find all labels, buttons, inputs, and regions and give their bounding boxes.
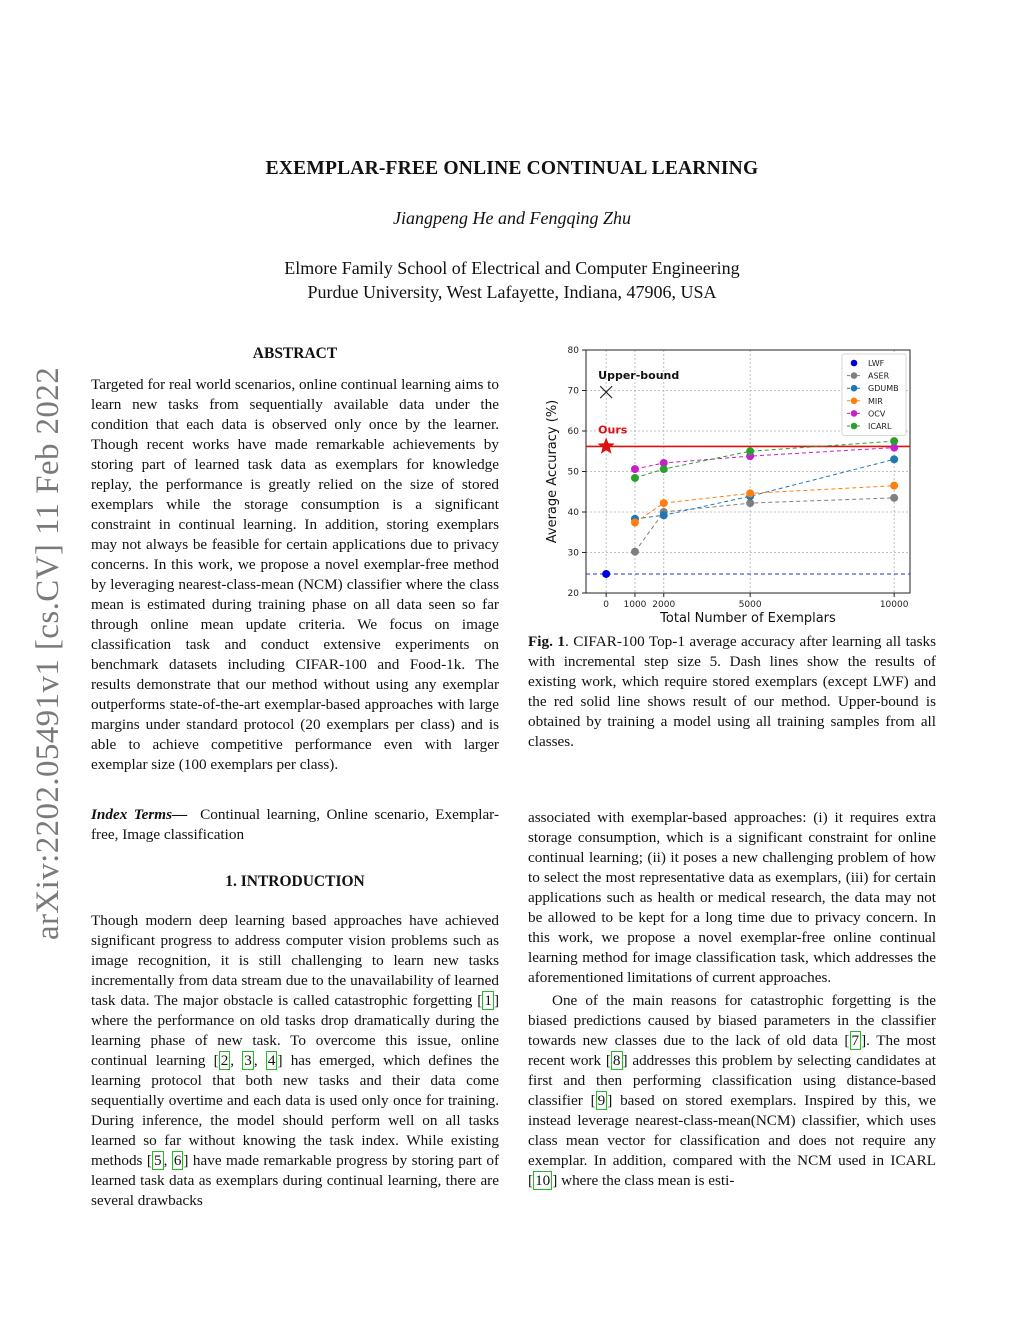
index-terms: [91, 805, 499, 845]
citation-link[interactable]: 6: [173, 1152, 182, 1169]
index-terms-label: Index Terms—: [91, 806, 188, 823]
y-tick-label: 30: [567, 548, 579, 559]
index-terms-text: Continual learning, Online scenario, Exemplar-free, Image classification: [91, 806, 499, 843]
y-tick-label: 60: [567, 427, 579, 437]
citation-link[interactable]: 8: [612, 1052, 621, 1069]
citation-link[interactable]: 9: [597, 1092, 606, 1109]
data-point-aser: [890, 494, 898, 502]
x-tick-label: 1000: [623, 600, 647, 610]
legend-label-gdumb: GDUMB: [868, 384, 899, 394]
x-axis-label: Total Number of Exemplars: [660, 611, 836, 626]
intro-right-text-b: ]. The most recent work [: [528, 1032, 937, 1069]
figure-caption-text: . CIFAR-100 Top-1 average accuracy after learning all tasks with incremental step size 5. Dash lines show the results of existing work, which require stored exemplars (except LWF) and the red solid line shows result of our method. Upper-bound is obtained by training a model using all training samples from all classes.: [528, 633, 936, 750]
introduction-right-column: [528, 808, 936, 1191]
citation-separator: ,: [163, 1152, 172, 1169]
intro-text-d: ] have made remarkable progress by storing part of learned task data as exemplars during continual learning, there are several drawbacks: [91, 1152, 500, 1209]
x-tick-label: 2000: [652, 600, 676, 610]
x-tick-label: 10000: [879, 600, 909, 610]
series-line-gdumb: [635, 459, 894, 519]
legend-label-lwf: LWF: [868, 359, 885, 368]
introduction-paragraph-1: Though modern deep learning based approaches have achieved significant progress to address computer vision problems such as image recognition, it is still challenging to learn new tasks incrementally from data stream due to the unavailability of learned task data. The major obstacle is called catastrophic forgetting [ 1 ] where the performance on old tasks drop dramatically during the learning phase of new task. To overcome this issue, online continual learning [ 2 , 3 , 4 ] has emerged, which defines the learning protocol that both new tasks and their data come sequentially overtime and each data is used only once for training. During inference, the model should perform well on all tasks learned so far without knowing the task index. While existing methods [ 5 , 6 ] have made remarkable progress by storing part of learned task data as exemplars during continual learning, there are several drawbacks: [91, 912, 500, 1209]
accuracy-chart: [540, 340, 935, 630]
x-tick-label: 0: [603, 600, 610, 610]
data-point-mir: [631, 519, 639, 527]
figure-caption: [528, 632, 936, 752]
paper-affiliation: [0, 256, 1024, 304]
figure-label: Fig. 1: [528, 633, 565, 650]
introduction-heading: 1. INTRODUCTION: [225, 873, 365, 890]
intro-right-text-a: One of the main reasons for catastrophic forgetting is the biased predictions caused by biased parameters in the classifier towards new classes due to the lack of old data [: [528, 992, 936, 1049]
data-point-mir: [660, 499, 668, 507]
introduction-paragraph-3: [528, 991, 936, 1191]
paper-title: EXEMPLAR-FREE ONLINE CONTINUAL LEARNING: [265, 158, 759, 179]
intro-text-a: Though modern deep learning based approaches have achieved significant progress to address computer vision problems such as image recognition, it is still challenging to learn new tasks incrementally from data stream due to the unavailability of learned task data. The major obstacle is called catastrophic forgetting: [91, 912, 499, 1009]
data-point-ocv: [631, 465, 639, 473]
paper-authors: Jiangpeng He and Fengqing Zhu: [393, 208, 631, 228]
legend-marker-gdumb: [851, 385, 858, 392]
legend-marker-lwf: [851, 360, 858, 367]
abstract-heading: ABSTRACT: [252, 345, 338, 362]
y-tick-label: 50: [567, 467, 579, 478]
series-line-mir: [635, 486, 894, 523]
legend-marker-ocv: [851, 410, 858, 417]
series-line-aser: [635, 498, 894, 552]
data-point-aser: [746, 499, 754, 507]
data-point-icarl: [890, 437, 898, 445]
y-tick-label: 80: [567, 346, 579, 356]
data-point-mir: [746, 489, 754, 497]
data-point-mir: [890, 482, 898, 490]
intro-text-b: where the performance on old tasks drop dramatically during the learning phase of new task. To overcome this issue, online continual learning [: [91, 1012, 499, 1069]
citation-link[interactable]: 3: [244, 1052, 252, 1069]
arxiv-stamp: arXiv:2202.05491v1 [cs.CV] 11 Feb 2022: [30, 366, 66, 940]
legend-label-aser: ASER: [868, 371, 890, 381]
affiliation-line-1: Elmore Family School of Electrical and Computer Engineering: [284, 258, 740, 278]
x-tick-label: 5000: [738, 600, 762, 610]
intro-right-text-c: ] addresses this problem by selecting candidates at first and then performing classification using distance-based classifier [: [528, 1052, 936, 1109]
data-point-gdumb: [890, 455, 898, 463]
citation-separator: ,: [230, 1052, 243, 1069]
upper-bound-label: Upper-bound: [598, 369, 680, 383]
series-line-ocv: [635, 448, 894, 469]
citation-link[interactable]: 7: [851, 1032, 860, 1049]
abstract-text: Targeted for real world scenarios, online continual learning aims to learn new tasks from sequentially available data under the condition that each data is observed only once by the learner. Though recent works have made remarkable achievements by storing part of learned task data as exemplars for knowledge replay, the performance is greatly relied on the size of stored exemplars while the storage consumption is a significant constraint in continual learning. In addition, storing exemplars may not always be feasible for certain applications due to privacy concerns. In this work, we propose a novel exemplar-free method by leveraging nearest-class-mean (NCM) classifier where the class mean is estimated during training phase on all data seen so far through online mean update criteria. We focus on image classification task and conduct extensive experiments on benchmark datasets including CIFAR-100 and Food-1k. The results demonstrate that our method without using any exemplar outperforms state-of-the-art exemplar-based approaches with large margins under standard protocol (20 exemplars per class) and is able to achieve competitive performance even with larger exemplar size (100 exemplars per class).: [91, 376, 499, 773]
y-axis-label: Average Accuracy (%): [545, 399, 560, 544]
citation-link[interactable]: 10: [535, 1172, 551, 1189]
citation-separator: ,: [253, 1052, 266, 1069]
intro-right-text-d: ] based on stored exemplars. Inspired by this, we instead leverage nearest-class-mean(NCM) classifier, which uses class mean vector for classification and does not require any exemplar. In addition, compared with the NCM used in ICARL [: [528, 1092, 936, 1189]
legend-marker-aser: [851, 372, 858, 379]
citation-link[interactable]: 4: [267, 1052, 276, 1069]
intro-text-c: ] has emerged, which defines the learning protocol that both new tasks and their data come sequentially overtime and each data is used only once for training. During inference, the model should perform well on all tasks learned so far without knowing the task index. While existing methods [: [91, 1052, 499, 1169]
y-tick-label: 20: [567, 589, 579, 599]
legend-label-icarl: ICARL: [868, 422, 892, 431]
intro-right-text-e: ] where the class mean is esti-: [552, 1172, 735, 1189]
citation-link[interactable]: 5: [153, 1152, 162, 1169]
data-point-icarl: [660, 465, 668, 473]
y-tick-label: 70: [567, 386, 579, 397]
data-point-icarl: [631, 474, 639, 482]
ours-label: Ours: [598, 423, 628, 437]
data-point-gdumb: [660, 511, 668, 519]
citation-link[interactable]: 2: [220, 1052, 229, 1069]
data-point-icarl: [746, 447, 754, 455]
introduction-paragraph-2: associated with exemplar-based approaches: (i) it requires extra storage consumption, which is a significant constraint for online continual learning; (ii) it poses a new challenging problem of how to select the most representative data as exemplars, (iii) for certain applications such as health or medical research, the data may not be allowed to be kept for a long time due to privacy concern. In this work, we propose a novel exemplar-free online continual learning method for image classification task, which addresses the aforementioned limitations of current approaches.: [528, 809, 936, 986]
legend-label-mir: MIR: [868, 396, 883, 406]
legend-marker-mir: [851, 398, 858, 405]
legend-marker-icarl: [851, 423, 858, 430]
affiliation-line-2: Purdue University, West Lafayette, Indiana, 47906, USA: [307, 282, 717, 302]
citation-link[interactable]: 1: [484, 992, 492, 1009]
y-tick-label: 40: [567, 508, 579, 518]
data-point-lwf: [602, 570, 610, 578]
legend-label-ocv: OCV: [868, 409, 886, 419]
data-point-aser: [631, 548, 639, 556]
